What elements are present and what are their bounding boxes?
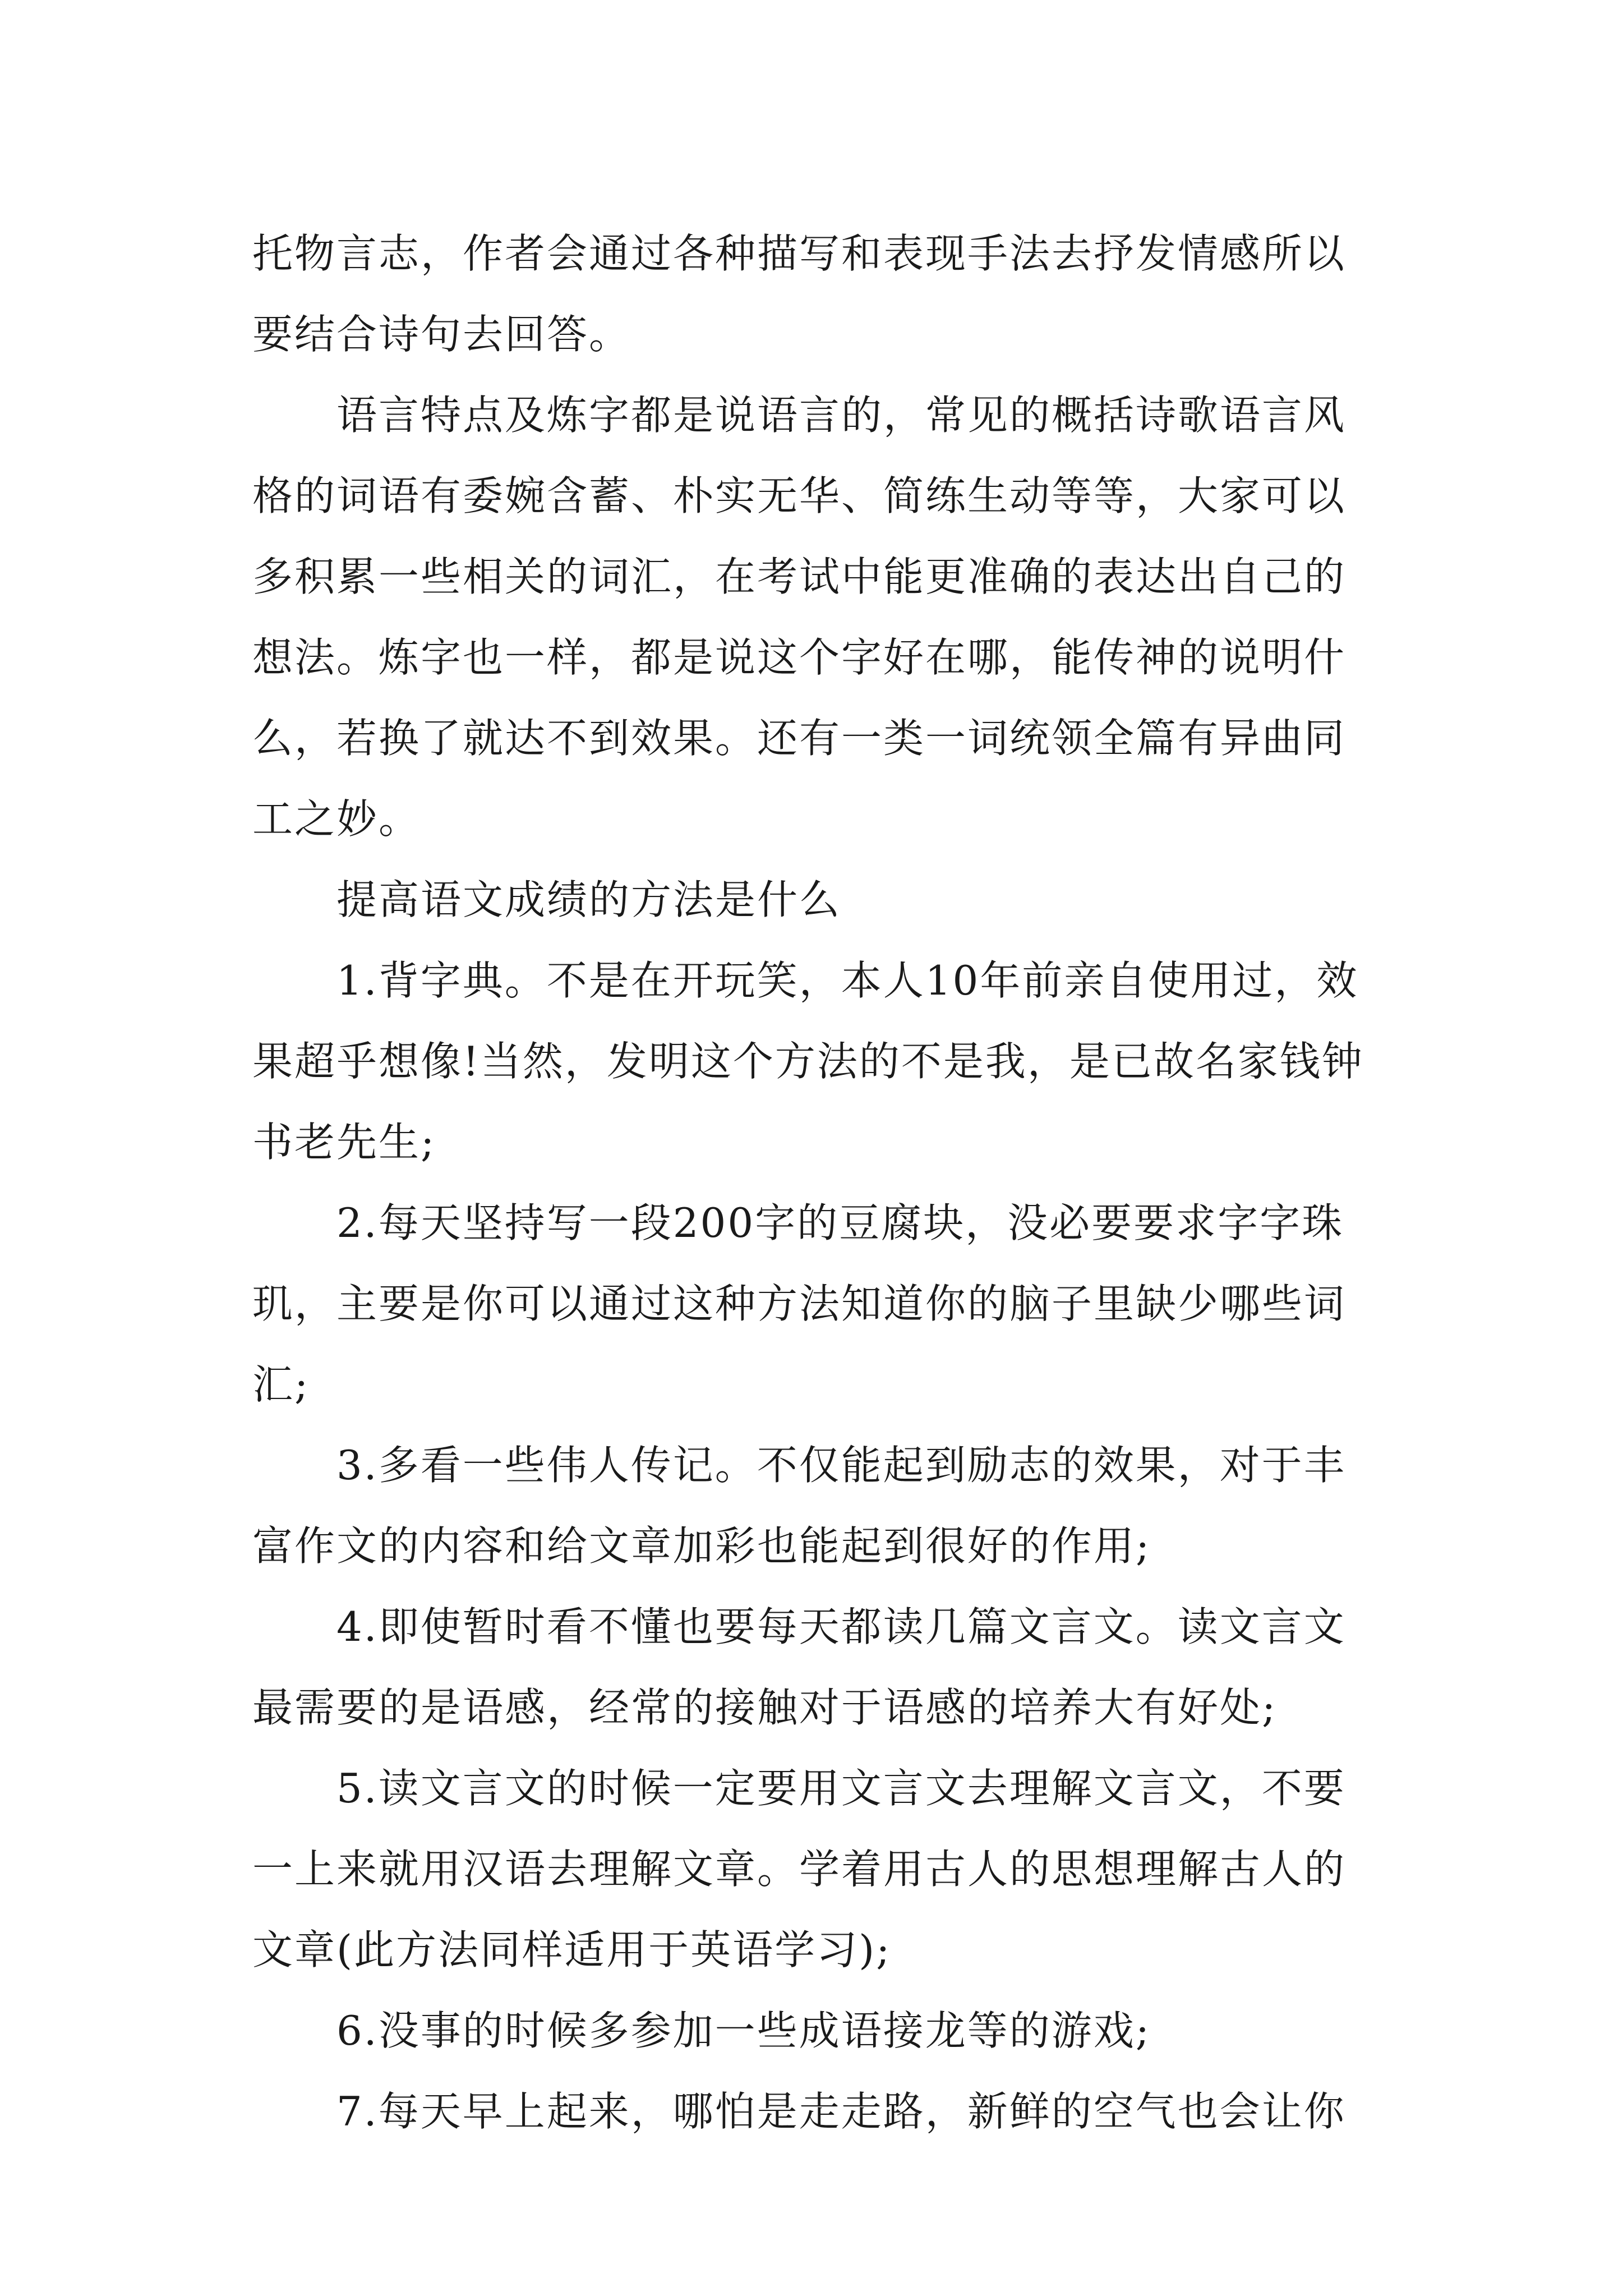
document-body (252, 213, 1380, 2152)
list-item-2: 2.每天坚持写一段200字的豆腐块，没必要要求字字珠玑，主要是你可以通过这种方法知道你的脑子里缺少哪些词汇; (252, 1199, 1347, 1408)
list-item-4: 4.即使暂时看不懂也要每天都读几篇文言文。读文言文最需要的是语感，经常的接触对于语感的培养大有好处; (252, 1603, 1346, 1731)
paragraph-language-features: 语言特点及炼字都是说语言的，常见的概括诗歌语言风格的词语有委婉含蓄、朴实无华、简练生动等等，大家可以多积累一些相关的词汇，在考试中能更准确的表达出自己的想法。炼字也一样，都是说这个字好在哪，能传神的说明什么，若换了就达不到效果。还有一类一词统领全篇有异曲同工之妙。 (252, 392, 1347, 843)
list-item-3: 3.多看一些伟人传记。不仅能起到励志的效果，对于丰富作文的内容和给文章加彩也能起到很好的作用; (252, 1442, 1346, 1570)
list-item-1: 1.背字典。不是在开玩笑，本人10年前亲自使用过，效果超乎想像!当然，发明这个方法的不是我，是已故名家钱钟书老先生; (252, 957, 1364, 1166)
paragraph-continuation: 托物言志，作者会通过各种描写和表现手法去抒发情感所以要结合诗句去回答。 (252, 230, 1347, 358)
list-item-5: 5.读文言文的时候一定要用文言文去理解文言文，不要一上来就用汉语去理解文章。学着用古人的思想理解古人的文章(此方法同样适用于英语学习); (252, 1765, 1347, 1973)
list-item-7: 7.每天早上起来，哪怕是走走路，新鲜的空气也会让你 (336, 2088, 1346, 2135)
list-item-6: 6.没事的时候多参加一些成语接龙等的游戏; (336, 2007, 1151, 2054)
section-heading: 提高语文成绩的方法是什么 (336, 876, 842, 923)
